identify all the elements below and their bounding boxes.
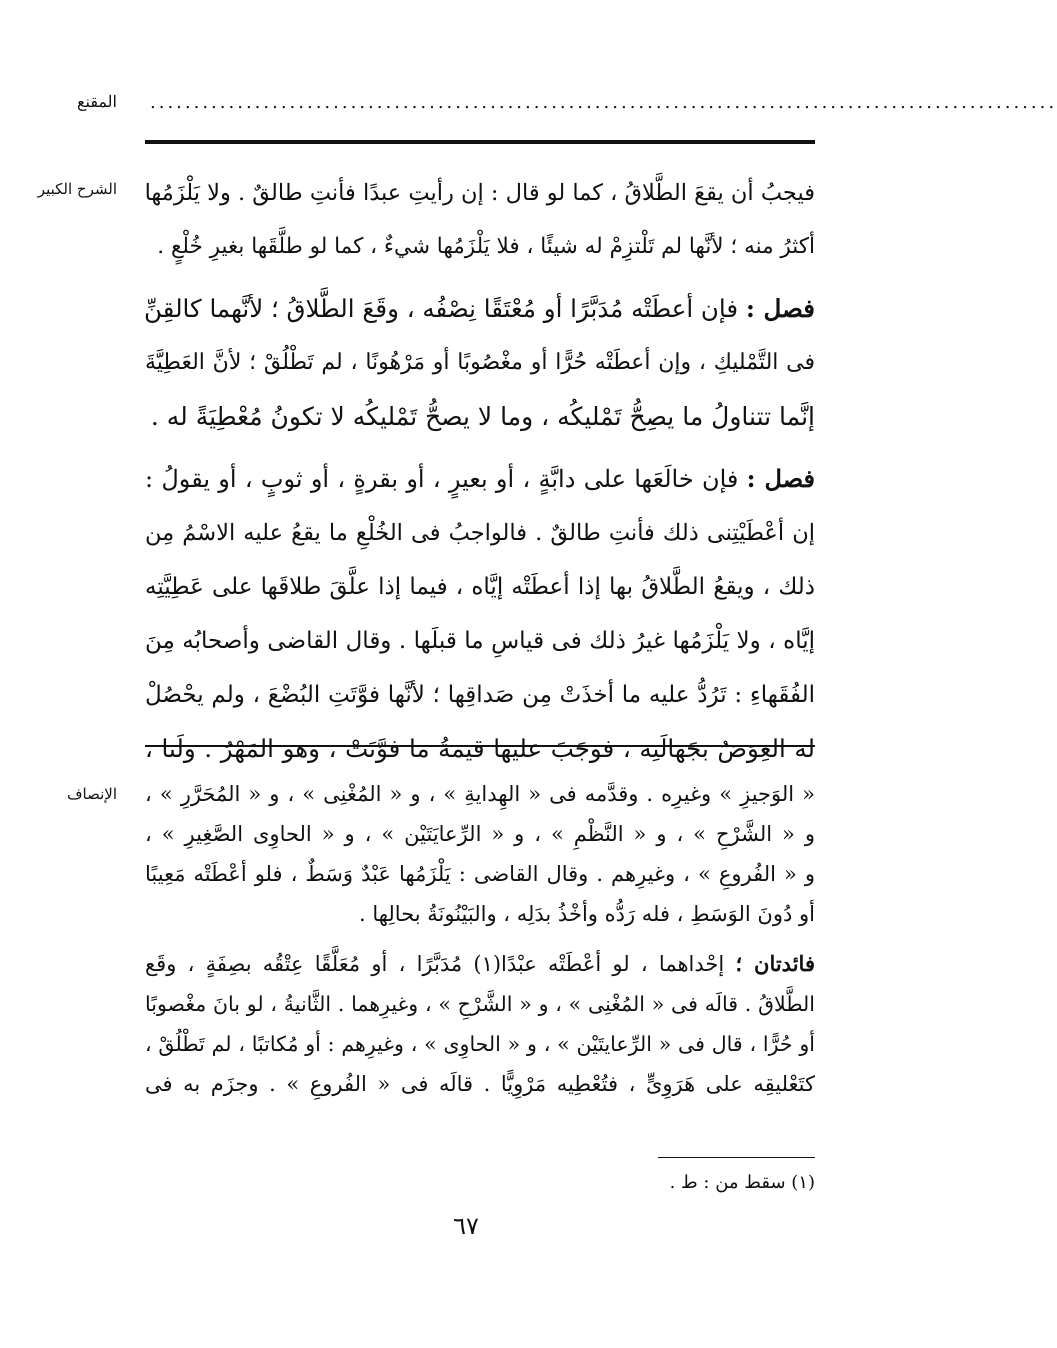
dot-leader: ........................................................................................................ [150, 92, 1057, 113]
text-line: أو حُرًّا ، قال فى « الرِّعايتَيْن » ، و « الحاوِى » ، وغيرِهم : أو مُكاتبًا ، لم تَطْلُقْ ، [145, 1032, 815, 1056]
main-paragraph-2 [145, 282, 815, 444]
text-run: فإن خالَعَها على دابَّةٍ ، أو بعيرٍ ، أو بقرةٍ ، أو ثوبٍ ، أو يقولُ : [145, 465, 739, 493]
text-run: فإن أعطَتْه مُدَبَّرًا أو مُعْتَقًا نِصْفُه ، وقَعَ الطَّلاقُ ؛ لأنَّهما كالقِنِّ [144, 294, 739, 323]
text-line [145, 452, 815, 506]
insaf-commentary [145, 774, 815, 1104]
insaf-paragraph-2 [145, 944, 815, 1104]
footnote: (١) سقط من : ط . [669, 1172, 815, 1193]
text-line: و « الشَّرْحِ » ، و « النَّظْمِ » ، و « الرِّعايَتَيْن » ، و « الحاوِى الصَّغِيرِ » ، [145, 822, 815, 846]
text-line: إن أعْطَيْتِنى ذلك فأنتِ طالقٌ . فالواجبُ فى الخُلْعِ ما يقعُ عليه الاسْمُ مِن [145, 520, 815, 546]
text-line: إنَّما تتناولُ ما يصِحُّ تَمْليكُه ، وما لا يصحُّ تَمْليكُه لا تكونُ مُعْطِيَةً له . [150, 402, 815, 431]
section-heading: فصل : [745, 294, 815, 323]
main-commentary [145, 166, 815, 776]
main-paragraph-3 [145, 452, 815, 776]
section-heading: فصل : [746, 464, 815, 493]
text-line [145, 282, 815, 336]
text-line: الطَّلاقُ . قالَه فى « المُغْنِى » ، و « الشَّرْحِ » ، وغيرِهما . الثَّانيةُ ، لو بانَ مغْصوبًا [145, 992, 815, 1016]
text-line: كتَعْليقِه على هَرَوِىٍّ ، فتُعْطِيه مَرْوِيًّا . قالَه فى « الفُروعِ » . وجزَم به فى [145, 1072, 815, 1096]
text-line: الفُقَهاءِ : تَرُدُّ عليه ما أخذَتْ مِن صَداقِها ؛ لأنَّها فوَّتَتِ البُضْعَ ، ولم يحْصُلْ [145, 682, 815, 708]
insaf-paragraph-1 [145, 774, 815, 934]
text-line: أو دُونَ الوَسَطِ ، فله رَدُّه وأخْذُ بدَلِه ، والبَيْنُونَةُ بحالِها . [358, 902, 815, 926]
text-line: « الوَجيزِ » وغيرِه . وقدَّمه فى « الهِدايةِ » ، و « المُغْنِى » ، و « المُحَرَّرِ » ، [145, 782, 815, 806]
text-line: إيَّاه ، ولا يَلْزَمُها غيرُ ذلك فى قياسِ ما قبلَها . وقال القاضى وأصحابُه مِنَ [145, 628, 815, 654]
running-title: المقنع [76, 92, 117, 111]
section-heading: فائدتان ؛ [735, 951, 815, 976]
main-paragraph-1 [145, 166, 815, 274]
footnote-rule [658, 1157, 815, 1158]
text-line: و « الفُروعِ » ، وغيرِهم . وقال القاضى : يَلْزَمُها عَبْدٌ وَسَطٌ ، فلو أعْطَتْه مَعِيبًا [145, 862, 815, 886]
text-line [145, 944, 815, 984]
text-line: فى التَّمْليكِ ، وإن أعطَتْه حُرًّا أو مغْصُوبًا أو مَرْهُونًا ، لم تَطْلُقْ ؛ لأنَّ العَطِيَّةَ [145, 350, 815, 375]
page-number: ٦٧ [453, 1212, 479, 1240]
text-line: فيجبُ أن يقعَ الطَّلاقُ ، كما لو قال : إن رأيتِ عبدًا فأنتِ طالقٌ . ولا يَلْزَمُها [144, 180, 815, 206]
header-rule [145, 140, 815, 144]
side-label-sharh: الشرح الكبير [37, 180, 117, 198]
text-line: ذلك ، ويقعُ الطَّلاقُ بها إذا أعطَتْه إيَّاه ، فيما إذا علَّقَ طلاقَها على عَطِيَّتِه [145, 574, 815, 600]
text-line: له العِوَضُ بجَهالَتِه ، فوجَبَ عليها قيمةُ ما فوَّتَتْ ، وهو المَهْرُ . ولَنا ، [145, 734, 815, 763]
side-label-insaf: الإنصاف [66, 785, 117, 803]
text-line: أكثرُ منه ؛ لأنَّها لم تَلْتزِمْ له شيئًا ، فلا يَلْزَمُها شيءٌ ، كما لو طلَّقَها بغيرِ خُلْعٍ . [157, 234, 815, 259]
section-divider [145, 745, 815, 747]
text-run: إحْداهما ، لو أعْطَتْه عبْدًا(١) مُدَبَّرًا ، أو مُعَلَّقًا عِتْقُه بصِفَةٍ ، وقَع [145, 952, 725, 976]
